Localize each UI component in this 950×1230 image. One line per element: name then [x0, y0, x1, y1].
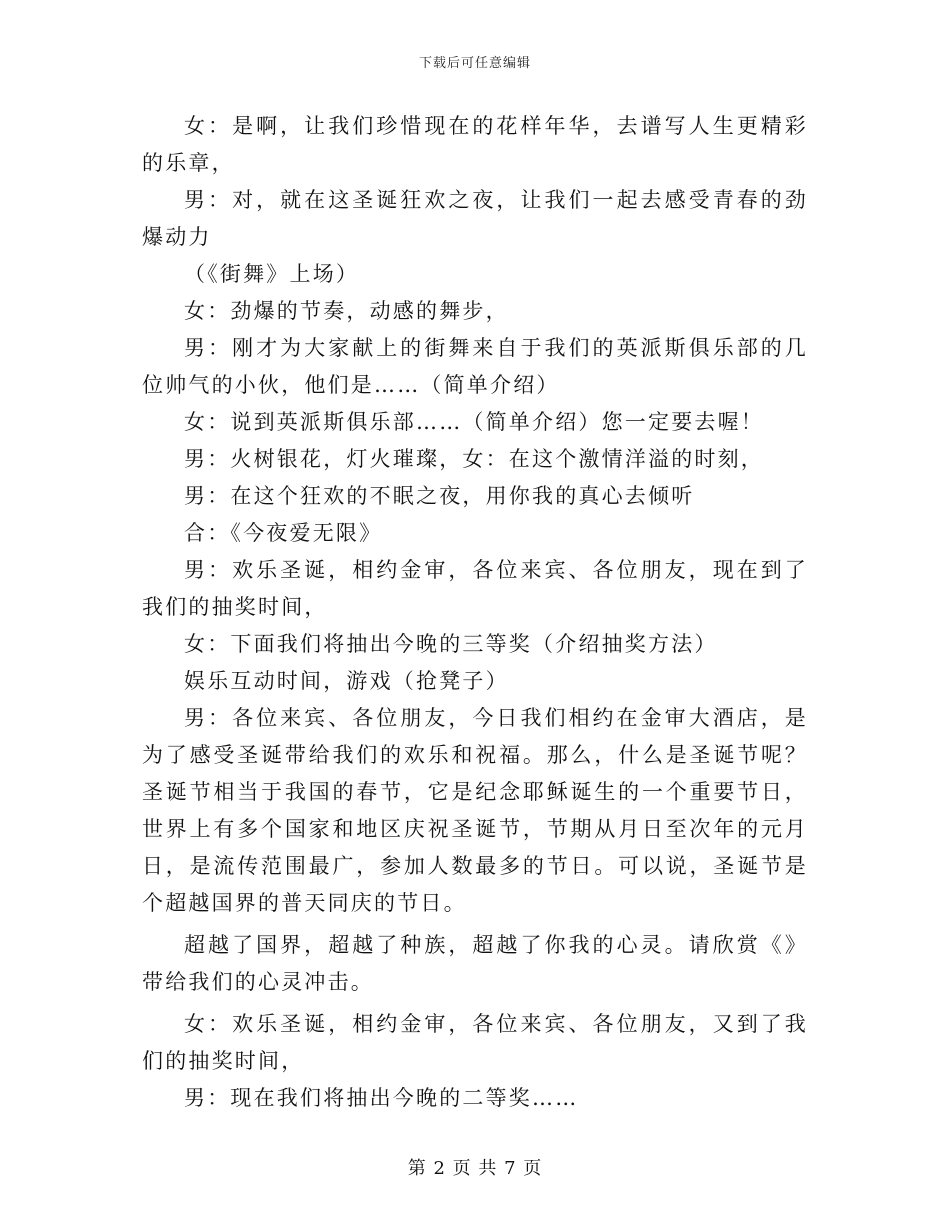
paragraph-7: 男：火树银花，灯火璀璨，女：在这个激情洋溢的时刻， [184, 447, 764, 471]
paragraph-10: 男：欢乐圣诞，相约金审，各位来宾、各位朋友，现在到了我们的抽奖时间， [142, 558, 808, 619]
paragraph-12: 娱乐互动时间，游戏（抢凳子） [184, 669, 509, 693]
paragraph-15: 女：欢乐圣诞，相约金审，各位来宾、各位朋友，又到了我们的抽奖时间， [142, 1012, 808, 1073]
paragraph-5: 男：刚才为大家献上的街舞来自于我们的英派斯俱乐部的几位帅气的小伙，他们是……（简单介绍） [142, 336, 808, 397]
paragraph-14: 超越了国界，超越了种族，超越了你我的心灵。请欣赏《》带给我们的心灵冲击。 [142, 933, 808, 994]
paragraph-9: 合：《今夜爱无限》 [184, 521, 383, 545]
paragraph-2: 男：对，就在这圣诞狂欢之夜，让我们一起去感受青春的劲爆动力 [142, 188, 808, 249]
paragraph-8: 男：在这个狂欢的不眠之夜，用你我的真心去倾听 [184, 484, 695, 508]
paragraph-1: 女：是啊，让我们珍惜现在的花样年华，去谱写人生更精彩的乐章， [142, 114, 808, 175]
paragraph-11: 女：下面我们将抽出今晚的三等奖（介绍抽奖方法） [184, 632, 718, 656]
paragraph-13: 男：各位来宾、各位朋友，今日我们相约在金审大酒店，是为了感受圣诞带给我们的欢乐和祝福。那么，什么是圣诞节呢？圣诞节相当于我国的春节，它是纪念耶稣诞生的一个重要节日，世界上有多个国家和地区庆祝圣诞节，节期从月日至次年的元月日，是流传范围最广，参加人数最多的节日。可以说，圣诞节是个超越国界的普天同庆的节日。 [142, 706, 808, 915]
page-number-footer: 第 2 页 共 7 页 [407, 1158, 543, 1179]
paragraph-4: 女：劲爆的节奏，动感的舞步， [184, 299, 509, 323]
paragraph-3: （《街舞》上场） [184, 262, 360, 286]
document-body [142, 108, 808, 1117]
paragraph-6: 女：说到英派斯俱乐部……（简单介绍）您一定要去喔！ [184, 410, 764, 434]
paragraph-16: 男：现在我们将抽出今晚的二等奖…… [184, 1086, 579, 1110]
page-header: 下载后可任意编辑 [418, 56, 531, 71]
